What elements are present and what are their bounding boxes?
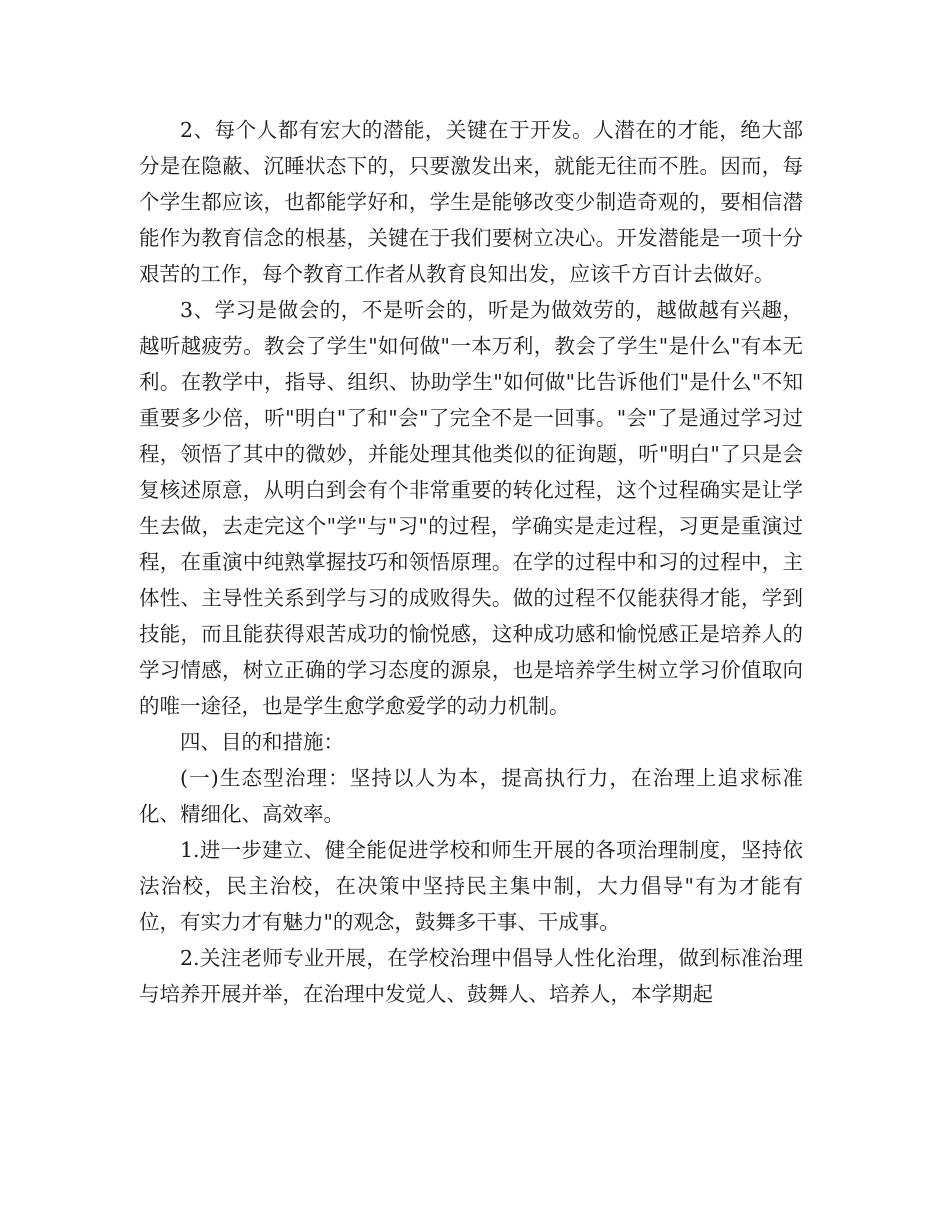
- paragraph-item-1: 1.进一步建立、健全能促进学校和师生开展的各项治理制度，坚持依法治校，民主治校，在决策中坚持民主集中制，大力倡导"有为才能有位，有实力才有魅力"的观念，鼓舞多干事、干成事。: [139, 838, 803, 934]
- paragraph-potential: 2、每个人都有宏大的潜能，关键在于开发。人潜在的才能，绝大部分是在隐蔽、沉睡状态下的，只要激发出来，就能无往而不胜。因而，每个学生都应该，也都能学好和，学生是能够改变少制造奇观的，要相信潜能作为教育信念的根基，关键在于我们要树立决心。开发潜能是一项十分艰苦的工作，每个教育工作者从教育良知出发，应该千方百计去做好。: [139, 118, 803, 286]
- section-heading-goals-measures: 四、目的和措施：: [180, 730, 344, 754]
- paragraph-item-2: 2.关注老师专业开展，在学校治理中倡导人性化治理，做到标准治理与培养开展并举，在治理中发觉人、鼓舞人、培养人，本学期起: [139, 946, 803, 1006]
- document-body: [139, 112, 803, 1012]
- paragraph-learning-by-doing: 3、学习是做会的，不是听会的，听是为做效劳的，越做越有兴趣，越听越疲劳。教会了学生"如何做"一本万利，教会了学生"是什么"有本无利。在教学中，指导、组织、协助学生"如何做"比告诉他们"是什么"不知重要多少倍，听"明白"了和"会"了完全不是一回事。"会"了是通过学习过程，领悟了其中的微妙，并能处理其他类似的征询题，听"明白"了只是会复核述原意，从明白到会有个非常重要的转化过程，这个过程确实是让学生去做，去走完这个"学"与"习"的过程，学确实是走过程，习更是重演过程，在重演中纯熟掌握技巧和领悟原理。在学的过程中和习的过程中，主体性、主导性关系到学与习的成败得失。做的过程不仅能获得才能，学到技能，而且能获得艰苦成功的愉悦感，这种成功感和愉悦感正是培养人的学习情感，树立正确的学习态度的源泉，也是培养学生树立学习价值取向的唯一途径，也是学生愈学愈爱学的动力机制。: [139, 298, 803, 718]
- subsection-ecological-management: (一)生态型治理：坚持以人为本，提高执行力，在治理上追求标准化、精细化、高效率。: [139, 766, 803, 826]
